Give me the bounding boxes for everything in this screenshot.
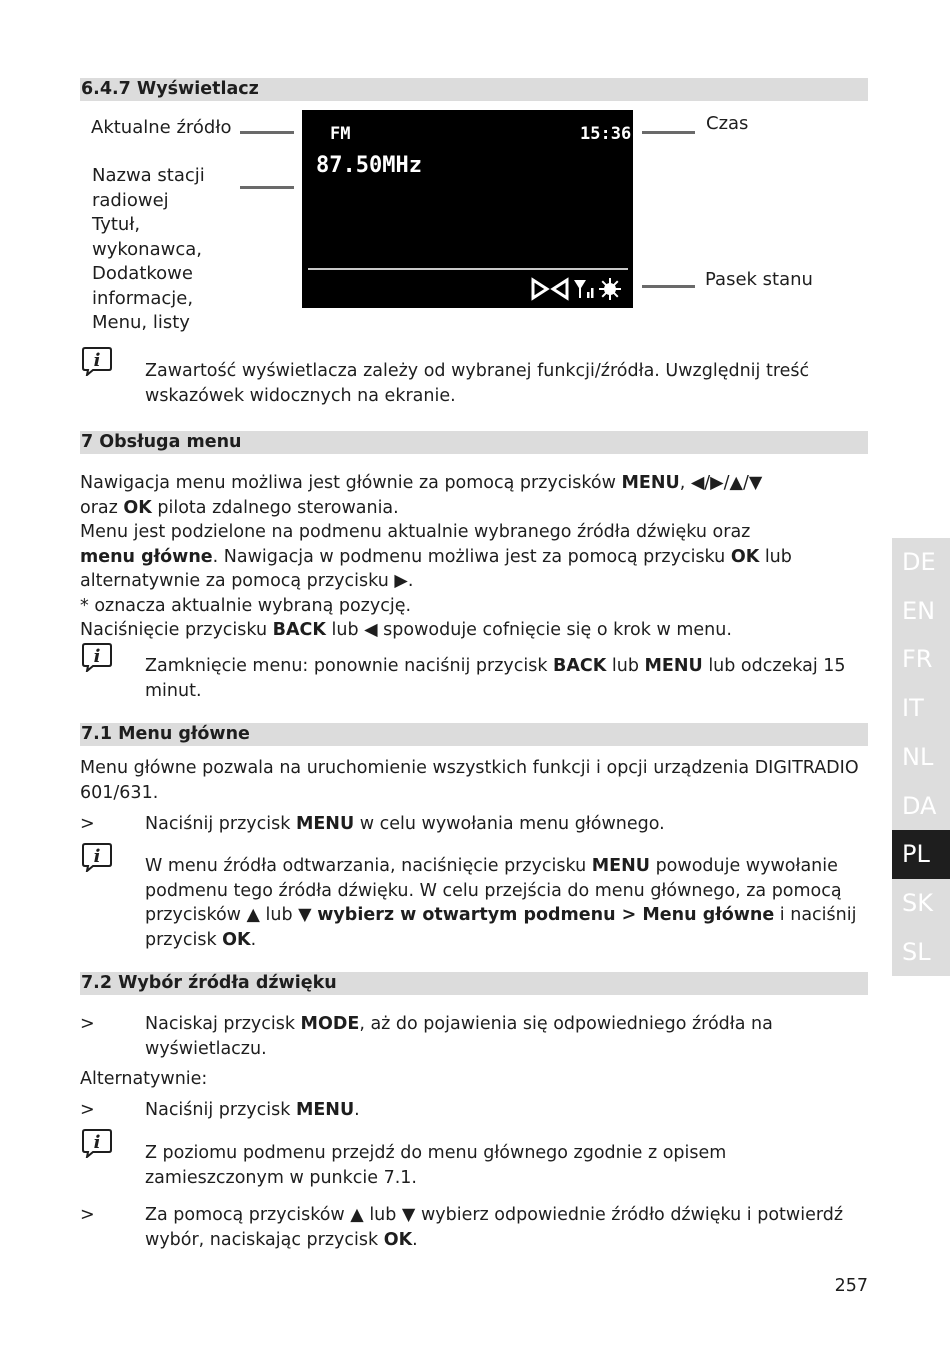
step-marker: > [80, 1014, 95, 1034]
lang-tab-pl[interactable]: PL [892, 830, 950, 879]
alternatively-label: Alternatywnie: [80, 1069, 208, 1089]
leader-line-source [240, 131, 294, 134]
screen-mode: FM [330, 124, 351, 144]
lang-tab-nl[interactable]: NL [902, 742, 934, 771]
lang-tab-en[interactable]: EN [902, 596, 936, 625]
screen-time: 15:36 [580, 124, 632, 144]
section-heading-7-2: 7.2 Wybór źródła dźwięku [80, 972, 868, 995]
section-heading-7: 7 Obsługa menu [80, 431, 868, 454]
stereo-icon [533, 280, 567, 298]
svg-text:i: i [93, 846, 101, 867]
info-icon [81, 842, 113, 872]
label-time: Czas [706, 113, 749, 134]
svg-text:i: i [93, 1132, 101, 1153]
signal-icon [574, 280, 594, 298]
step-marker: > [80, 814, 95, 834]
label-current-source: Aktualne źródło [91, 117, 232, 138]
step-select-source: Za pomocą przycisków ▲ lub ▼ wybierz odpowiednie źródło dźwięku i potwierdź wybór, naciskając przycisk OK. [145, 1205, 844, 1250]
lang-tab-de[interactable]: DE [902, 548, 936, 576]
screen-frequency: 87.50MHz [316, 153, 422, 178]
info-icon [81, 1128, 113, 1158]
main-menu-text: Menu główne pozwala na uruchomienie wszystkich funkcji i opcji urządzenia DIGITRADIO 601/631. [80, 758, 859, 803]
page-number: 257 [834, 1276, 868, 1296]
lang-tab-da[interactable]: DA [902, 791, 937, 820]
note-go-main-menu: Z poziomu podmenu przejdź do menu głównego zgodnie z opisem zamieszczonym w punkcie 7.1. [145, 1143, 727, 1188]
alarm-icon [599, 278, 621, 300]
step-marker: > [80, 1100, 95, 1120]
step-press-menu: Naciśnij przycisk MENU. [145, 1100, 360, 1120]
info-icon [81, 642, 113, 672]
lang-tab-sl[interactable]: SL [902, 937, 931, 966]
menu-operation-text: Nawigacja menu możliwa jest głównie za pomocą przycisków MENU, ◀/▶/▲/▼ oraz OK pilota zdalnego sterowania. Menu jest podzielone na podmenu aktualnie wybranego źródła dźwięku oraz menu główne. Nawigacja w podmenu możliwa jest za pomocą przycisku OK lub alternatywnie za pomocą przycisku ▶. * oznacza aktualnie wybraną pozycję. Naciśnięcie przycisku BACK lub ◀ spowoduje cofnięcie się o krok w menu. [80, 473, 792, 640]
step-open-menu: Naciśnij przycisk MENU w celu wywołania menu głównego. [145, 814, 665, 834]
section-heading-6-4-7: 6.4.7 Wyświetlacz [80, 78, 868, 101]
step-press-mode: Naciskaj przycisk MODE, aż do pojawienia się odpowiedniego źródła na wyświetlaczu. [145, 1014, 773, 1059]
leader-line-time [642, 131, 695, 134]
svg-text:i: i [93, 646, 101, 667]
label-station-info: Nazwa stacji radiowej Tytuł, wykonawca, Dodatkowe informacje, Menu, listy [92, 165, 205, 333]
section-heading-7-1: 7.1 Menu główne [80, 723, 868, 746]
screen-divider [308, 268, 628, 270]
lang-tab-fr[interactable]: FR [902, 645, 933, 674]
note-display-content: Zawartość wyświetlacza zależy od wybranej funkcji/źródła. Uwzględnij treść wskazówek widocznych na ekranie. [145, 361, 810, 406]
svg-text:i: i [93, 350, 101, 371]
lang-tab-it[interactable]: IT [902, 694, 924, 723]
note-close-menu: Zamknięcie menu: ponownie naciśnij przycisk BACK lub MENU lub odczekaj 15 minut. [145, 656, 846, 701]
status-bar-icons [530, 276, 626, 302]
label-status-bar: Pasek stanu [705, 269, 813, 290]
step-marker: > [80, 1205, 95, 1225]
language-sidebar [892, 538, 950, 976]
note-submenu: W menu źródła odtwarzania, naciśnięcie przycisku MENU powoduje wywołanie podmenu tego źródła dźwięku. W celu przejścia do menu głównego, za pomocą przycisków ▲ lub ▼ wybierz w otwartym podmenu > Menu główne i naciśnij przycisk OK. [145, 856, 857, 950]
radio-screen [302, 110, 633, 308]
leader-line-status [642, 285, 695, 288]
leader-line-station [240, 186, 294, 189]
info-icon [81, 346, 113, 376]
lang-tab-sk[interactable]: SK [902, 888, 933, 917]
